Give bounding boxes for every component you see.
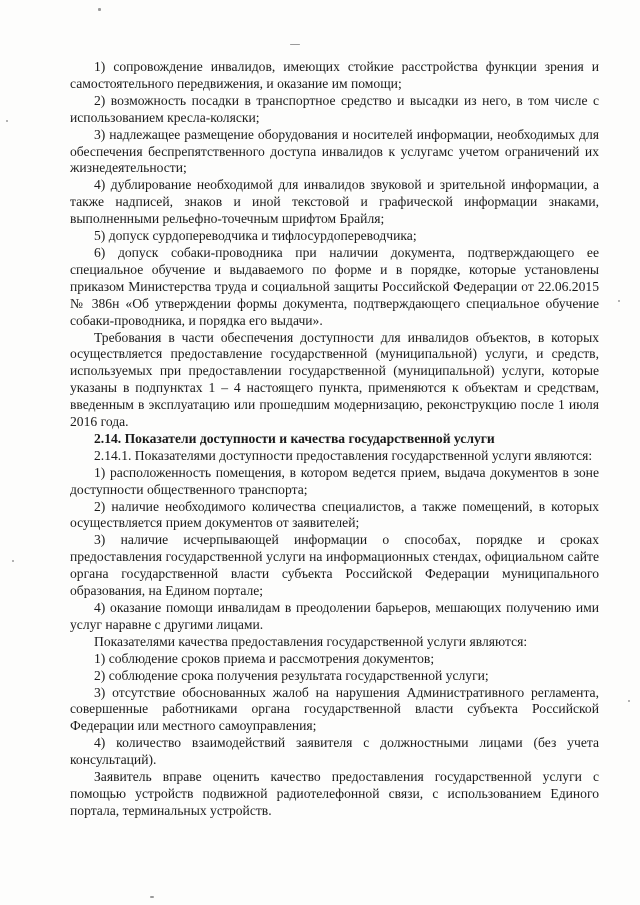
document-body — [70, 59, 599, 820]
list-item: 5) допуск сурдопереводчика и тифлосурдопереводчика; — [94, 228, 417, 244]
list-item: 6) допуск собаки-проводника при наличии документа, подтверждающего ее специальное обучение и выдаваемого по форме и в порядке, которые установлены приказом Министерства труда и социальной защиты Российской Федерации от 22.06.2015 № 386н «Об утверждении формы документа, подтверждающего специальное обучение собаки-проводника, и порядка его выдачи». — [70, 244, 599, 328]
list-item: 4) оказание помощи инвалидам в преодолении барьеров, мешающих получению ими услуг наравне с другими лицами. — [70, 600, 599, 632]
scan-speck — [98, 8, 101, 11]
list-item: 4) количество взаимодействий заявителя с должностными лицами (без учета консультаций). — [70, 735, 599, 768]
list-item: 4) дублирование необходимой для инвалидов звуковой и зрительной информации, а также надписей, знаков и иной текстовой и графической информации знаками, выполненными рельефно-точечным шрифтом Брайля; — [70, 177, 599, 227]
list-item: 3) отсутствие обоснованных жалоб на нарушения Административного регламента, совершенные работниками органа государственной власти субъекта Российской Федерации или местного самоуправления; — [70, 684, 599, 734]
paragraph: Требования в части обеспечения доступности для инвалидов объектов, в которых осуществляется предоставление государственной (муниципальной) услуги, и средств, используемых при предоставлении государственной (муниципальной) услуги, которые указаны в подпунктах 1 – 4 настоящего пункта, применяются к объектам и средствам, введенным в эксплуатацию или прошедшим модернизацию, реконструкцию после 1 июля 2016 года. — [70, 329, 599, 430]
list-item: 1) расположенность помещения, в котором ведется прием, выдача документов в зоне доступности общественного транспорта; — [70, 464, 599, 497]
paragraph: Показателями качества предоставления государственной услуги являются: — [94, 633, 528, 649]
section-heading: 2.14. Показатели доступности и качества государственной услуги — [94, 430, 495, 446]
list-item: 1) соблюдение сроков приема и рассмотрения документов; — [94, 650, 435, 666]
list-item: 3) наличие исчерпывающей информации о способах, порядке и сроках предоставления государственной услуги на информационных стендах, официальном сайте органа государственной власти субъекта Российской Федерации муниципального образования, на Едином портале; — [70, 532, 599, 599]
scan-speck — [290, 44, 300, 45]
scan-speck — [628, 700, 630, 702]
paragraph: Заявитель вправе оценить качество предоставления государственной услуги с помощью устройств подвижной радиотелефонной связи, с использованием Единого портала, терминальных устройств. — [70, 769, 599, 818]
list-item: 2) соблюдение срока получения результата государственной услуги; — [94, 667, 489, 683]
scan-speck — [618, 300, 620, 302]
list-item: 1) сопровождение инвалидов, имеющих стойкие расстройства функции зрения и самостоятельного передвижения, и оказание им помощи; — [70, 59, 599, 91]
scan-speck — [6, 120, 8, 122]
scan-speck — [12, 560, 14, 562]
scan-speck — [150, 896, 154, 898]
list-item: 3) надлежащее размещение оборудования и носителей информации, необходимых для обеспечения беспрепятственного доступа инвалидов к услугамс учетом ограничений их жизнедеятельности; — [70, 126, 599, 176]
list-item: 2) возможность посадки в транспортное средство и высадки из него, в том числе с использованием кресла-коляски; — [70, 92, 599, 125]
list-item: 2) наличие необходимого количества специалистов, а также помещений, в которых осуществляется прием документов от заявителей; — [70, 498, 599, 531]
paragraph: 2.14.1. Показателями доступности предоставления государственной услуги являются: — [94, 447, 593, 463]
